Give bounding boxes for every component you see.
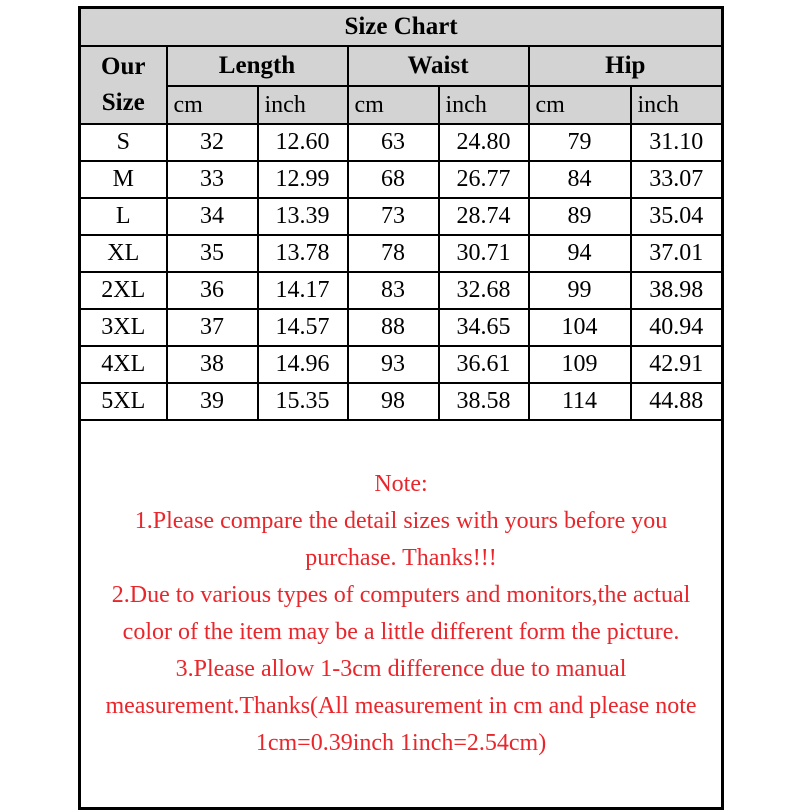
size-label: S xyxy=(80,124,167,161)
hip-cm: 104 xyxy=(529,309,631,346)
hip-inch-header: inch xyxy=(631,86,723,124)
hip-inch: 35.04 xyxy=(631,198,723,235)
length-cm: 33 xyxy=(167,161,258,198)
table-row-3xl xyxy=(80,309,723,346)
hip-cm: 99 xyxy=(529,272,631,309)
length-group-header: Length xyxy=(167,46,348,86)
note-item-2: 2.Due to various types of computers and monitors,the actual color of the item may be a little different form the picture. xyxy=(111,582,691,645)
length-cm: 37 xyxy=(167,309,258,346)
size-label: XL xyxy=(80,235,167,272)
hip-inch: 42.91 xyxy=(631,346,723,383)
waist-cm: 98 xyxy=(348,383,439,420)
hip-cm: 109 xyxy=(529,346,631,383)
size-label: M xyxy=(80,161,167,198)
waist-inch: 28.74 xyxy=(439,198,529,235)
hip-cm: 89 xyxy=(529,198,631,235)
hip-inch: 33.07 xyxy=(631,161,723,198)
length-cm: 34 xyxy=(167,198,258,235)
table-row-m xyxy=(80,161,723,198)
length-inch: 15.35 xyxy=(258,383,348,420)
note-section xyxy=(80,420,723,809)
length-cm: 35 xyxy=(167,235,258,272)
waist-inch-header: inch xyxy=(439,86,529,124)
hip-cm: 79 xyxy=(529,124,631,161)
table-row-2xl xyxy=(80,272,723,309)
group-header-row xyxy=(80,46,723,86)
length-inch: 14.17 xyxy=(258,272,348,309)
size-chart-table xyxy=(78,6,724,810)
our-size-header-line1: Our xyxy=(101,53,146,80)
size-label: L xyxy=(80,198,167,235)
waist-cm: 68 xyxy=(348,161,439,198)
size-label: 3XL xyxy=(80,309,167,346)
hip-cm: 94 xyxy=(529,235,631,272)
waist-inch: 32.68 xyxy=(439,272,529,309)
length-cm: 32 xyxy=(167,124,258,161)
waist-inch: 36.61 xyxy=(439,346,529,383)
length-inch: 14.57 xyxy=(258,309,348,346)
hip-cm: 114 xyxy=(529,383,631,420)
table-row-s xyxy=(80,124,723,161)
hip-group-header: Hip xyxy=(529,46,723,86)
note-text-block xyxy=(90,466,712,762)
length-inch: 14.96 xyxy=(258,346,348,383)
waist-cm: 88 xyxy=(348,309,439,346)
size-chart-container xyxy=(78,6,724,810)
table-row-4xl xyxy=(80,346,723,383)
length-cm: 39 xyxy=(167,383,258,420)
length-cm: 38 xyxy=(167,346,258,383)
waist-cm: 83 xyxy=(348,272,439,309)
size-chart-title: Size Chart xyxy=(80,8,723,47)
note-title: Note: xyxy=(374,471,428,497)
waist-cm: 78 xyxy=(348,235,439,272)
hip-cm: 84 xyxy=(529,161,631,198)
our-size-header-line2: Size xyxy=(101,89,145,116)
waist-cm-header: cm xyxy=(348,86,439,124)
hip-inch: 31.10 xyxy=(631,124,723,161)
size-label: 5XL xyxy=(80,383,167,420)
waist-group-header: Waist xyxy=(348,46,529,86)
length-inch: 13.39 xyxy=(258,198,348,235)
size-label: 4XL xyxy=(80,346,167,383)
note-row xyxy=(80,420,723,809)
unit-header-row xyxy=(80,86,723,124)
waist-inch: 26.77 xyxy=(439,161,529,198)
note-item-3: 3.Please allow 1-3cm difference due to manual measurement.Thanks(All measurement in cm and please note 1cm=0.39inch 1inch=2.54cm) xyxy=(105,656,697,756)
hip-cm-header: cm xyxy=(529,86,631,124)
length-cm: 36 xyxy=(167,272,258,309)
table-row-xl xyxy=(80,235,723,272)
length-inch: 13.78 xyxy=(258,235,348,272)
waist-inch: 24.80 xyxy=(439,124,529,161)
table-row-5xl xyxy=(80,383,723,420)
waist-cm: 63 xyxy=(348,124,439,161)
hip-inch: 44.88 xyxy=(631,383,723,420)
note-item-1: 1.Please compare the detail sizes with yours before you purchase. Thanks!!! xyxy=(134,508,668,571)
length-cm-header: cm xyxy=(167,86,258,124)
waist-inch: 34.65 xyxy=(439,309,529,346)
length-inch: 12.60 xyxy=(258,124,348,161)
waist-cm: 73 xyxy=(348,198,439,235)
waist-cm: 93 xyxy=(348,346,439,383)
waist-inch: 30.71 xyxy=(439,235,529,272)
hip-inch: 38.98 xyxy=(631,272,723,309)
title-row xyxy=(80,8,723,47)
length-inch: 12.99 xyxy=(258,161,348,198)
waist-inch: 38.58 xyxy=(439,383,529,420)
table-row-l xyxy=(80,198,723,235)
hip-inch: 37.01 xyxy=(631,235,723,272)
hip-inch: 40.94 xyxy=(631,309,723,346)
our-size-header xyxy=(80,46,167,124)
length-inch-header: inch xyxy=(258,86,348,124)
size-label: 2XL xyxy=(80,272,167,309)
